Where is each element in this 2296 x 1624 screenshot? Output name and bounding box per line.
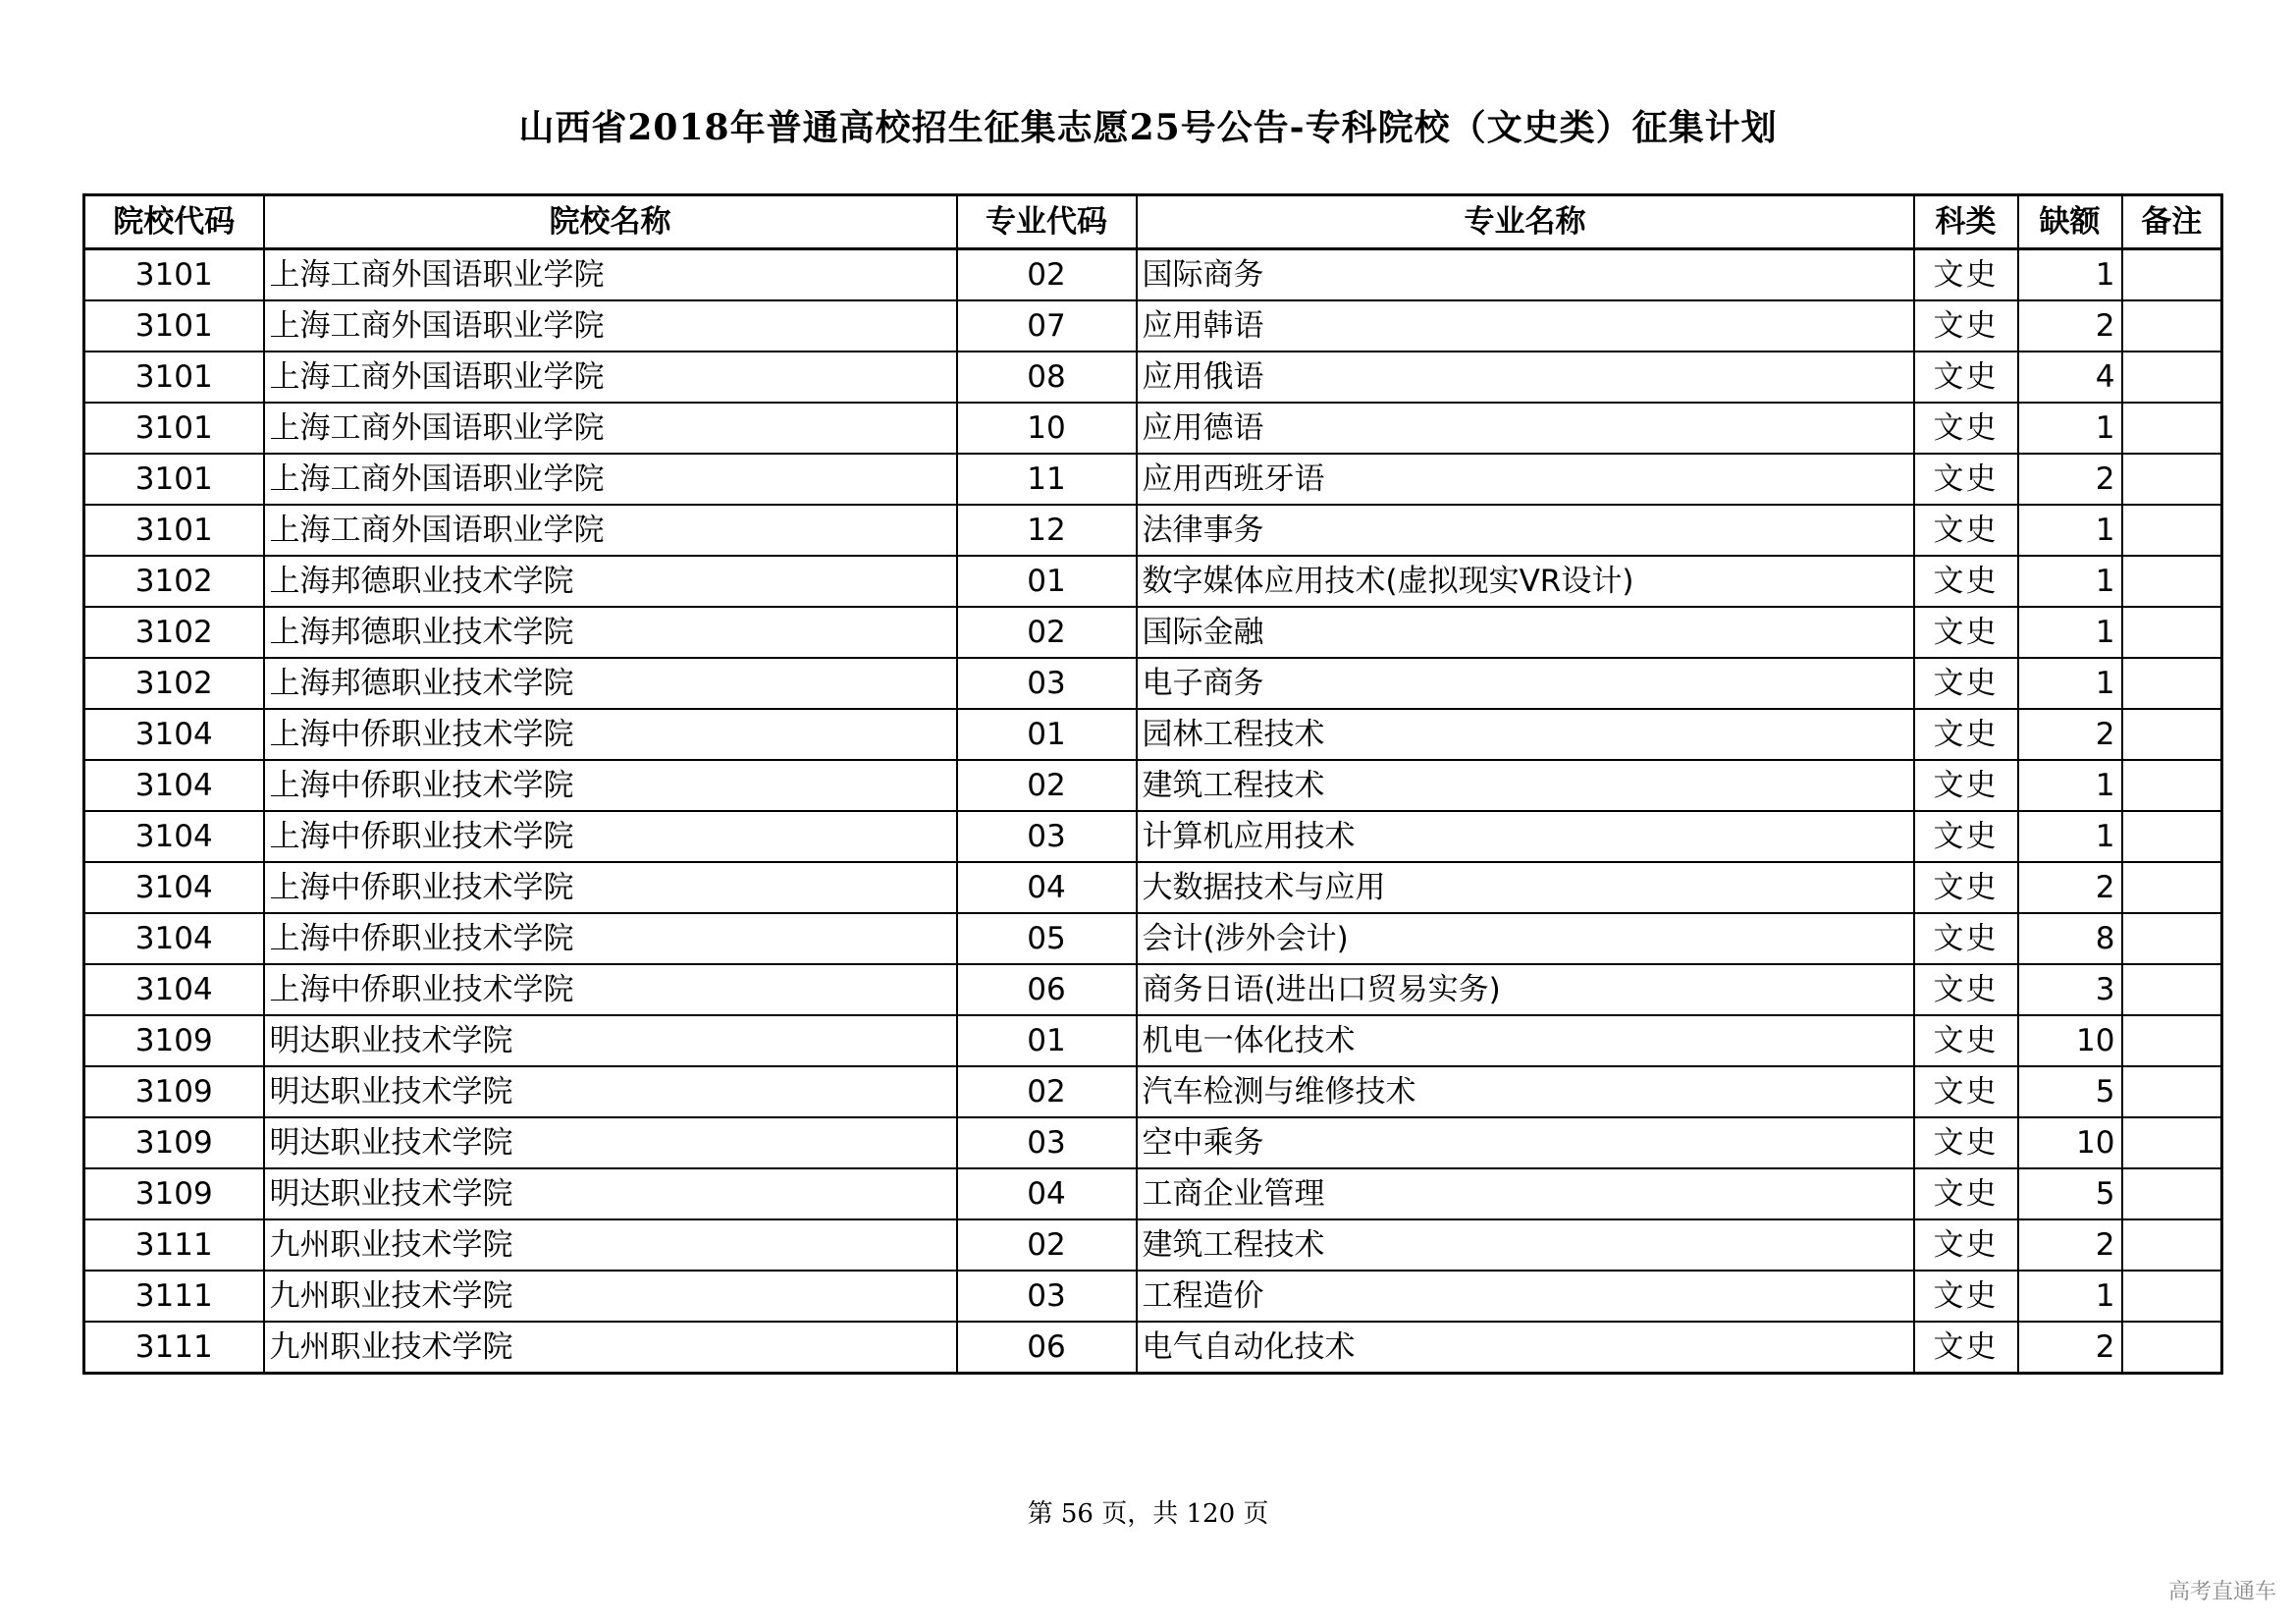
cell-vacancies: 1 xyxy=(2018,505,2122,556)
enrollment-plan-table xyxy=(82,193,2223,1375)
cell-major-code: 12 xyxy=(957,505,1137,556)
table-row xyxy=(84,556,2222,607)
cell-major-name: 电子商务 xyxy=(1137,658,1914,709)
cell-category: 文史 xyxy=(1914,658,2018,709)
cell-school-name: 上海工商外国语职业学院 xyxy=(264,505,957,556)
cell-major-code: 06 xyxy=(957,964,1137,1015)
cell-major-name: 应用韩语 xyxy=(1137,300,1914,352)
header-school-code: 院校代码 xyxy=(84,195,264,249)
cell-remarks xyxy=(2122,760,2222,811)
cell-category: 文史 xyxy=(1914,913,2018,964)
cell-category: 文史 xyxy=(1914,709,2018,760)
cell-major-name: 工程造价 xyxy=(1137,1271,1914,1322)
cell-major-code: 03 xyxy=(957,658,1137,709)
cell-category: 文史 xyxy=(1914,1117,2018,1168)
cell-school-code: 3111 xyxy=(84,1271,264,1322)
cell-category: 文史 xyxy=(1914,964,2018,1015)
cell-school-code: 3101 xyxy=(84,403,264,454)
cell-remarks xyxy=(2122,1015,2222,1066)
cell-category: 文史 xyxy=(1914,300,2018,352)
cell-school-code: 3102 xyxy=(84,556,264,607)
cell-school-code: 3102 xyxy=(84,607,264,658)
table-row xyxy=(84,913,2222,964)
cell-vacancies: 5 xyxy=(2018,1168,2122,1219)
table-row xyxy=(84,352,2222,403)
cell-major-name: 数字媒体应用技术(虚拟现实VR设计) xyxy=(1137,556,1914,607)
cell-major-code: 02 xyxy=(957,1066,1137,1117)
cell-school-code: 3109 xyxy=(84,1066,264,1117)
cell-major-code: 07 xyxy=(957,300,1137,352)
cell-major-name: 园林工程技术 xyxy=(1137,709,1914,760)
cell-remarks xyxy=(2122,964,2222,1015)
cell-category: 文史 xyxy=(1914,607,2018,658)
cell-school-code: 3111 xyxy=(84,1219,264,1271)
cell-vacancies: 2 xyxy=(2018,862,2122,913)
cell-school-name: 上海工商外国语职业学院 xyxy=(264,300,957,352)
cell-major-code: 03 xyxy=(957,811,1137,862)
table-row xyxy=(84,403,2222,454)
cell-vacancies: 2 xyxy=(2018,709,2122,760)
cell-remarks xyxy=(2122,862,2222,913)
cell-category: 文史 xyxy=(1914,249,2018,301)
cell-major-code: 02 xyxy=(957,1219,1137,1271)
document-title: 山西省2018年普通高校招生征集志愿25号公告-专科院校（文史类）征集计划 xyxy=(518,107,1778,148)
cell-school-name: 上海邦德职业技术学院 xyxy=(264,607,957,658)
table-row xyxy=(84,964,2222,1015)
cell-remarks xyxy=(2122,1271,2222,1322)
cell-major-name: 会计(涉外会计) xyxy=(1137,913,1914,964)
cell-major-name: 应用西班牙语 xyxy=(1137,454,1914,505)
cell-school-name: 上海中侨职业技术学院 xyxy=(264,862,957,913)
cell-vacancies: 4 xyxy=(2018,352,2122,403)
cell-major-code: 05 xyxy=(957,913,1137,964)
cell-vacancies: 1 xyxy=(2018,607,2122,658)
cell-school-name: 明达职业技术学院 xyxy=(264,1066,957,1117)
watermark: 高考直通车 xyxy=(2167,1580,2276,1604)
cell-vacancies: 1 xyxy=(2018,1271,2122,1322)
cell-major-name: 国际商务 xyxy=(1137,249,1914,301)
cell-vacancies: 1 xyxy=(2018,556,2122,607)
cell-school-code: 3104 xyxy=(84,913,264,964)
cell-school-code: 3101 xyxy=(84,300,264,352)
cell-major-name: 建筑工程技术 xyxy=(1137,1219,1914,1271)
cell-remarks xyxy=(2122,658,2222,709)
cell-remarks xyxy=(2122,1219,2222,1271)
cell-school-name: 九州职业技术学院 xyxy=(264,1219,957,1271)
cell-major-name: 空中乘务 xyxy=(1137,1117,1914,1168)
cell-school-code: 3101 xyxy=(84,454,264,505)
cell-major-code: 02 xyxy=(957,249,1137,301)
cell-major-code: 02 xyxy=(957,607,1137,658)
header-school-name: 院校名称 xyxy=(264,195,957,249)
cell-school-code: 3111 xyxy=(84,1322,264,1374)
cell-category: 文史 xyxy=(1914,1219,2018,1271)
cell-remarks xyxy=(2122,352,2222,403)
cell-major-code: 02 xyxy=(957,760,1137,811)
cell-vacancies: 2 xyxy=(2018,1219,2122,1271)
table-row xyxy=(84,1168,2222,1219)
table-row xyxy=(84,862,2222,913)
table-row xyxy=(84,249,2222,301)
cell-category: 文史 xyxy=(1914,505,2018,556)
cell-remarks xyxy=(2122,249,2222,301)
cell-school-code: 3104 xyxy=(84,760,264,811)
cell-vacancies: 1 xyxy=(2018,249,2122,301)
cell-remarks xyxy=(2122,709,2222,760)
cell-school-name: 上海中侨职业技术学院 xyxy=(264,913,957,964)
cell-school-code: 3109 xyxy=(84,1117,264,1168)
table-row xyxy=(84,1219,2222,1271)
cell-vacancies: 2 xyxy=(2018,300,2122,352)
cell-vacancies: 10 xyxy=(2018,1117,2122,1168)
table-row xyxy=(84,1015,2222,1066)
cell-vacancies: 2 xyxy=(2018,1322,2122,1374)
cell-school-code: 3104 xyxy=(84,862,264,913)
cell-major-name: 应用俄语 xyxy=(1137,352,1914,403)
cell-major-code: 04 xyxy=(957,1168,1137,1219)
cell-category: 文史 xyxy=(1914,1015,2018,1066)
cell-vacancies: 10 xyxy=(2018,1015,2122,1066)
cell-major-code: 04 xyxy=(957,862,1137,913)
cell-remarks xyxy=(2122,300,2222,352)
cell-school-name: 上海邦德职业技术学院 xyxy=(264,556,957,607)
cell-remarks xyxy=(2122,556,2222,607)
cell-remarks xyxy=(2122,505,2222,556)
cell-remarks xyxy=(2122,403,2222,454)
cell-remarks xyxy=(2122,607,2222,658)
cell-major-code: 06 xyxy=(957,1322,1137,1374)
cell-remarks xyxy=(2122,811,2222,862)
cell-remarks xyxy=(2122,913,2222,964)
header-major-code: 专业代码 xyxy=(957,195,1137,249)
cell-major-name: 建筑工程技术 xyxy=(1137,760,1914,811)
cell-remarks xyxy=(2122,454,2222,505)
cell-school-name: 上海中侨职业技术学院 xyxy=(264,709,957,760)
cell-category: 文史 xyxy=(1914,760,2018,811)
cell-category: 文史 xyxy=(1914,862,2018,913)
cell-major-code: 11 xyxy=(957,454,1137,505)
table-header-row xyxy=(84,195,2222,249)
cell-school-name: 上海工商外国语职业学院 xyxy=(264,249,957,301)
cell-remarks xyxy=(2122,1168,2222,1219)
cell-school-code: 3109 xyxy=(84,1168,264,1219)
table-row xyxy=(84,658,2222,709)
cell-school-name: 上海工商外国语职业学院 xyxy=(264,454,957,505)
cell-category: 文史 xyxy=(1914,454,2018,505)
cell-major-name: 大数据技术与应用 xyxy=(1137,862,1914,913)
header-remarks: 备注 xyxy=(2122,195,2222,249)
cell-major-code: 03 xyxy=(957,1117,1137,1168)
cell-vacancies: 2 xyxy=(2018,454,2122,505)
table-row xyxy=(84,300,2222,352)
table-row xyxy=(84,709,2222,760)
cell-major-name: 应用德语 xyxy=(1137,403,1914,454)
cell-vacancies: 8 xyxy=(2018,913,2122,964)
cell-vacancies: 1 xyxy=(2018,811,2122,862)
cell-school-code: 3104 xyxy=(84,811,264,862)
table-row xyxy=(84,1066,2222,1117)
cell-category: 文史 xyxy=(1914,556,2018,607)
cell-vacancies: 3 xyxy=(2018,964,2122,1015)
cell-remarks xyxy=(2122,1066,2222,1117)
cell-major-name: 汽车检测与维修技术 xyxy=(1137,1066,1914,1117)
table-row xyxy=(84,1117,2222,1168)
cell-school-code: 3104 xyxy=(84,709,264,760)
table-row xyxy=(84,1322,2222,1374)
cell-major-name: 国际金融 xyxy=(1137,607,1914,658)
cell-school-code: 3102 xyxy=(84,658,264,709)
cell-school-code: 3104 xyxy=(84,964,264,1015)
cell-vacancies: 5 xyxy=(2018,1066,2122,1117)
cell-school-name: 明达职业技术学院 xyxy=(264,1117,957,1168)
cell-category: 文史 xyxy=(1914,403,2018,454)
cell-major-name: 电气自动化技术 xyxy=(1137,1322,1914,1374)
cell-remarks xyxy=(2122,1322,2222,1374)
cell-major-name: 计算机应用技术 xyxy=(1137,811,1914,862)
table-body xyxy=(84,249,2222,1374)
cell-school-code: 3101 xyxy=(84,249,264,301)
cell-major-name: 工商企业管理 xyxy=(1137,1168,1914,1219)
cell-major-code: 08 xyxy=(957,352,1137,403)
table-row xyxy=(84,760,2222,811)
cell-vacancies: 1 xyxy=(2018,403,2122,454)
cell-category: 文史 xyxy=(1914,352,2018,403)
cell-major-name: 机电一体化技术 xyxy=(1137,1015,1914,1066)
cell-school-name: 九州职业技术学院 xyxy=(264,1322,957,1374)
cell-major-code: 01 xyxy=(957,556,1137,607)
cell-school-code: 3101 xyxy=(84,505,264,556)
header-vacancies: 缺额 xyxy=(2018,195,2122,249)
cell-category: 文史 xyxy=(1914,1271,2018,1322)
cell-school-name: 上海工商外国语职业学院 xyxy=(264,403,957,454)
cell-school-code: 3109 xyxy=(84,1015,264,1066)
cell-school-name: 上海中侨职业技术学院 xyxy=(264,760,957,811)
cell-category: 文史 xyxy=(1914,1322,2018,1374)
cell-school-name: 明达职业技术学院 xyxy=(264,1015,957,1066)
cell-major-code: 01 xyxy=(957,1015,1137,1066)
cell-major-name: 商务日语(进出口贸易实务) xyxy=(1137,964,1914,1015)
cell-category: 文史 xyxy=(1914,811,2018,862)
page-indicator: 第 56 页，共 120 页 xyxy=(1027,1499,1269,1529)
header-major-name: 专业名称 xyxy=(1137,195,1914,249)
cell-school-name: 上海工商外国语职业学院 xyxy=(264,352,957,403)
cell-major-name: 法律事务 xyxy=(1137,505,1914,556)
cell-school-name: 上海邦德职业技术学院 xyxy=(264,658,957,709)
table-row xyxy=(84,607,2222,658)
cell-category: 文史 xyxy=(1914,1066,2018,1117)
cell-school-code: 3101 xyxy=(84,352,264,403)
cell-major-code: 03 xyxy=(957,1271,1137,1322)
cell-school-name: 上海中侨职业技术学院 xyxy=(264,811,957,862)
cell-school-name: 明达职业技术学院 xyxy=(264,1168,957,1219)
cell-major-code: 01 xyxy=(957,709,1137,760)
cell-remarks xyxy=(2122,1117,2222,1168)
table-row xyxy=(84,505,2222,556)
cell-school-name: 上海中侨职业技术学院 xyxy=(264,964,957,1015)
table-row xyxy=(84,1271,2222,1322)
cell-vacancies: 1 xyxy=(2018,760,2122,811)
table-row xyxy=(84,811,2222,862)
cell-vacancies: 1 xyxy=(2018,658,2122,709)
cell-school-name: 九州职业技术学院 xyxy=(264,1271,957,1322)
cell-category: 文史 xyxy=(1914,1168,2018,1219)
table-row xyxy=(84,454,2222,505)
header-category: 科类 xyxy=(1914,195,2018,249)
cell-major-code: 10 xyxy=(957,403,1137,454)
